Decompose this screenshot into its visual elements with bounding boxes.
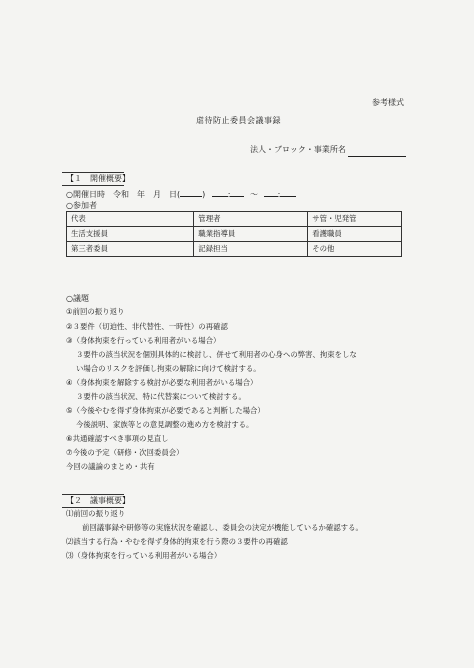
attendee-cell: 管理者 [194,212,308,227]
end-min-blank [277,188,296,199]
start-hour-blank [212,188,228,197]
time-tilde: ～ [250,190,259,199]
table-row [67,242,402,257]
attendees-table [66,211,402,257]
agenda-item: ⑦今後の予定（研修・次回委員会） [66,448,184,457]
agenda-label: ○議題 [66,294,89,303]
table-row [67,227,402,242]
summary-item: ⑵該当する行為・やむを得ず身体的拘束を行う際の３要件の再確認 [66,537,288,546]
attendee-cell: 看護職員 [308,227,402,242]
attendee-cell: サ管・児発管 [308,212,402,227]
attendee-cell: 職業指導員 [194,227,308,242]
agenda-item-detail: 今後説明、家族等との意見調整の進め方を検討する。 [76,420,254,429]
agenda-item-detail: い場合のリスクを評価し拘束の解除に向けて検討する。 [76,364,261,373]
meeting-date-line [66,188,296,200]
agenda-item-detail: ３要件の該当状況、特に代替案について検討する。 [76,392,246,401]
summary-item-detail: 前回議事録や研修等の実施状況を確認し、委員会の決定が機能しているか確認する。 [82,523,363,532]
attendee-cell: 第三者委員 [67,242,194,257]
agenda-item: ④（身体拘束を解除する検討が必要な利用者がいる場合） [66,378,258,387]
form-label: 参考様式 [372,98,404,107]
date-close: ) [202,190,206,199]
attendee-cell: 記録担当 [194,242,308,257]
end-hour-blank [264,188,278,197]
agenda-item: ③（身体拘束を行っている利用者がいる場合） [66,336,221,345]
section2-heading: 【２ 議事概要】 [66,496,130,505]
attendee-cell: 代表 [67,212,194,227]
agenda-item: ①前回の振り返り [66,307,125,316]
agenda-item: ⑤（今後やむを得ず身体拘束が必要であると判断した場合） [66,406,265,415]
org-name-blank [348,156,406,157]
start-min-blank [227,188,244,199]
agenda-item: ⑥共通確認すべき事項の見直し [66,434,169,443]
agenda-item: 今回の議論のまとめ・共有 [66,462,155,471]
summary-item: ⑶（身体拘束を行っている利用者がいる場合） [66,551,222,560]
attendees-label: ○参加者 [66,201,97,210]
start-colon: : [227,190,231,199]
section1-heading: 【１ 開催概要】 [66,174,130,183]
weekday-blank [180,188,202,197]
document-title: 虐待防止委員会議事録 [196,116,281,125]
end-colon: : [277,190,281,199]
table-row [67,212,402,227]
section2-heading-box [62,494,130,508]
agenda-item: ②３要件（切迫性、非代替性、一時性）の再確認 [66,322,228,331]
attendee-cell: その他 [308,242,402,257]
section1-heading-box [62,172,130,186]
date-label: ○開催日時 令和 年 月 日( [66,190,181,199]
org-name-label: 法人・ブロック・事業所名 [250,145,346,154]
agenda-item-detail: ３要件の該当状況を個別具体的に検討し、併せて利用者の心身への弊害、拘束をしな [76,350,357,359]
summary-item: ⑴前回の振り返り [66,509,126,518]
attendee-cell: 生活支援員 [67,227,194,242]
